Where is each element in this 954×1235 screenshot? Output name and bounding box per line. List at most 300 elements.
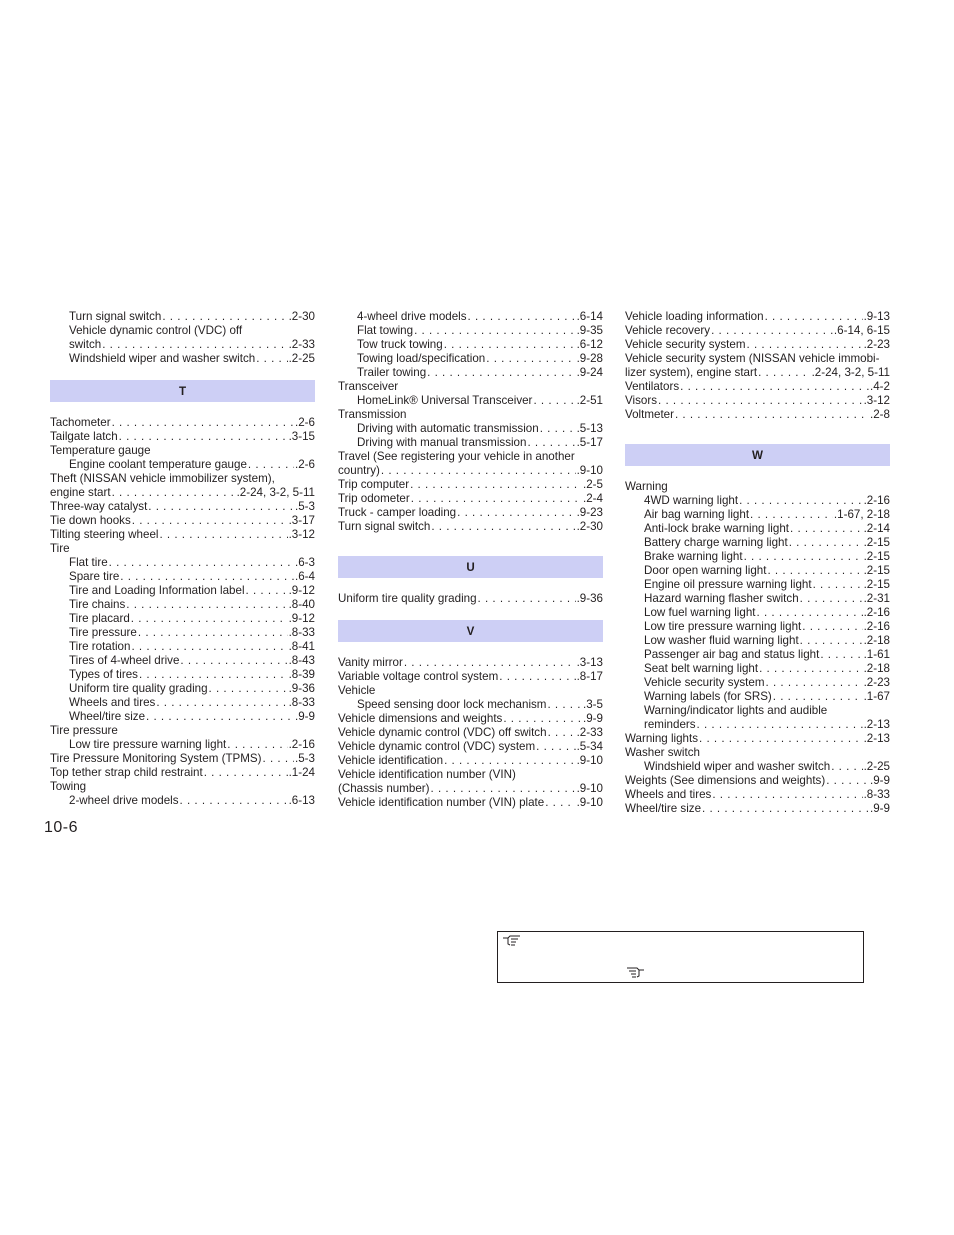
index-entry	[338, 592, 603, 606]
page-number: 10-6	[44, 819, 79, 836]
dot-leader	[800, 592, 863, 606]
dot-leader	[112, 486, 236, 500]
entry-text: Low fuel warning light	[644, 606, 756, 619]
entry-page-ref: .9-10	[576, 796, 603, 809]
entry-page-ref: .9-10	[576, 464, 603, 477]
entry-page-ref: .6-3	[295, 556, 315, 569]
entry-text: Top tether strap child restraint	[50, 766, 203, 779]
index-entry	[625, 394, 890, 408]
index-entry	[338, 796, 603, 810]
entry-page-ref: .2-13	[863, 718, 890, 731]
entry-text: Vehicle identification number (VIN)	[338, 768, 516, 781]
entry-page-ref: .2-23	[863, 338, 890, 351]
dot-leader	[545, 796, 575, 810]
entry-page-ref: .2-24, 3-2, 5-11	[236, 486, 315, 499]
dot-leader	[766, 676, 863, 690]
section-header-t: T	[50, 380, 315, 402]
entry-page-ref: .2-31	[863, 592, 890, 605]
entry-page-ref: .2-24, 3-2, 5-11	[811, 366, 890, 379]
entry-text: Vehicle dynamic control (VDC) off switch	[338, 726, 547, 739]
index-entry	[625, 408, 890, 422]
entry-text: Uniform tire quality grading	[338, 592, 477, 605]
dot-leader	[675, 408, 869, 422]
index-entry	[625, 704, 890, 718]
dot-leader	[503, 712, 582, 726]
dot-leader	[410, 478, 582, 492]
dot-leader	[757, 606, 863, 620]
dot-leader	[131, 612, 288, 626]
index-entry	[625, 802, 890, 816]
entry-text: Engine coolant temperature gauge	[69, 458, 247, 471]
index-entry	[338, 740, 603, 754]
entry-page-ref: .3-5	[583, 698, 603, 711]
entry-text: Brake warning light	[644, 550, 743, 563]
index-entry	[50, 444, 315, 458]
entry-page-ref: .9-9	[295, 710, 315, 723]
dot-leader	[444, 338, 576, 352]
dot-leader	[246, 584, 288, 598]
entry-text: Trip odometer	[338, 492, 410, 505]
index-entry	[625, 690, 890, 704]
index-entry	[50, 626, 315, 640]
index-entry	[625, 310, 890, 324]
entry-page-ref: .2-30	[576, 520, 603, 533]
entry-text: Low tire pressure warning light	[69, 738, 227, 751]
entry-page-ref: .3-15	[288, 430, 315, 443]
entry-page-ref: .2-8	[870, 408, 890, 421]
entry-page-ref: .2-15	[863, 550, 890, 563]
entry-text: lizer system), engine start	[625, 366, 758, 379]
dot-leader	[499, 670, 575, 684]
index-entry	[625, 760, 890, 774]
dot-leader	[404, 656, 576, 670]
entry-page-ref: .9-9	[870, 802, 890, 815]
index-entry	[338, 394, 603, 408]
dot-leader	[765, 310, 863, 324]
index-entry	[338, 670, 603, 684]
index-entry	[50, 514, 315, 528]
index-entry	[625, 620, 890, 634]
entry-text: Wheels and tires	[625, 788, 712, 801]
entry-text: Warning labels (for SRS)	[644, 690, 772, 703]
dot-leader	[102, 338, 287, 352]
entry-text: Towing load/specification	[357, 352, 486, 365]
entry-page-ref: .6-14, 6-15	[833, 324, 890, 337]
entry-text: Travel (See registering your vehicle in another	[338, 450, 575, 463]
index-entry	[338, 310, 603, 324]
entry-text: Weights (See dimensions and weights)	[625, 774, 826, 787]
index-entry	[625, 480, 890, 494]
entry-page-ref: .1-67, 2-18	[833, 508, 890, 521]
entry-page-ref: .2-25	[863, 760, 890, 773]
entry-page-ref: .9-12	[288, 584, 315, 597]
entry-text: Vehicle dimensions and weights	[338, 712, 503, 725]
entry-text: Seat belt warning light	[644, 662, 759, 675]
entry-page-ref: .8-33	[863, 788, 890, 801]
dot-leader	[162, 310, 287, 324]
index-entry	[50, 500, 315, 514]
dot-leader	[227, 738, 287, 752]
index-entry	[50, 724, 315, 738]
entry-text: Tire	[50, 542, 70, 555]
dot-leader	[431, 782, 576, 796]
entry-text: Battery charge warning light	[644, 536, 788, 549]
entry-text: Wheel/tire size	[625, 802, 702, 815]
index-entry	[338, 338, 603, 352]
dot-leader	[112, 416, 294, 430]
entry-page-ref: .5-3	[295, 752, 315, 765]
dot-leader	[159, 528, 287, 542]
entry-page-ref: .2-18	[863, 634, 890, 647]
entry-page-ref: .1-24	[288, 766, 315, 779]
dot-leader	[431, 520, 575, 534]
dot-leader	[747, 338, 863, 352]
entry-page-ref: .9-13	[863, 310, 890, 323]
entry-text: Vehicle dynamic control (VDC) system	[338, 740, 536, 753]
index-entry	[50, 310, 315, 324]
entry-text: Air bag warning light	[644, 508, 750, 521]
index-entry	[50, 696, 315, 710]
dot-leader	[256, 352, 287, 366]
index-entry	[625, 508, 890, 522]
entry-text: Door open warning light	[644, 564, 767, 577]
section-header-v: V	[338, 620, 603, 642]
entry-text: country)	[338, 464, 380, 477]
dot-leader	[750, 508, 833, 522]
dot-leader	[548, 726, 576, 740]
index-entry	[338, 422, 603, 436]
index-entry	[50, 472, 315, 486]
entry-text: Types of tires	[69, 668, 138, 681]
dot-leader	[109, 556, 294, 570]
index-entry	[50, 486, 315, 500]
entry-text: Tire rotation	[69, 640, 131, 653]
entry-page-ref: .9-36	[576, 592, 603, 605]
dot-leader	[132, 514, 288, 528]
entry-text: Flat towing	[357, 324, 414, 337]
entry-page-ref: .2-16	[288, 738, 315, 751]
index-entry	[338, 324, 603, 338]
index-entry	[625, 380, 890, 394]
index-entry	[338, 768, 603, 782]
dot-leader	[802, 620, 862, 634]
entry-text: Warning	[625, 480, 668, 493]
dot-leader	[773, 690, 863, 704]
entry-page-ref: .2-33	[576, 726, 603, 739]
entry-text: HomeLink® Universal Transceiver	[357, 394, 533, 407]
index-entry	[625, 648, 890, 662]
dot-leader	[739, 494, 862, 508]
entry-text: Tire and Loading Information label	[69, 584, 245, 597]
entry-text: Tie down hooks	[50, 514, 131, 527]
entry-page-ref: .9-9	[583, 712, 603, 725]
entry-text: Tachometer	[50, 416, 111, 429]
index-entry	[50, 780, 315, 794]
entry-text: Tilting steering wheel	[50, 528, 159, 541]
dot-leader	[248, 458, 294, 472]
entry-text: Hazard warning flasher switch	[644, 592, 799, 605]
index-entry	[50, 324, 315, 338]
entry-text: Tire Pressure Monitoring System (TPMS)	[50, 752, 262, 765]
index-entry	[338, 782, 603, 796]
dot-leader	[120, 570, 294, 584]
entry-page-ref: .9-9	[870, 774, 890, 787]
index-entry	[625, 676, 890, 690]
entry-page-ref: .2-16	[863, 606, 890, 619]
index-entry	[338, 408, 603, 422]
entry-page-ref: .2-25	[288, 352, 315, 365]
entry-text: Variable voltage control system	[338, 670, 499, 683]
dot-leader	[831, 760, 862, 774]
entry-page-ref: .6-4	[295, 570, 315, 583]
entry-text: Vehicle identification number (VIN) plate	[338, 796, 545, 809]
entry-text: Temperature gauge	[50, 444, 151, 457]
entry-text: engine start	[50, 486, 111, 499]
entry-text: Theft (NISSAN vehicle immobilizer system),	[50, 472, 275, 485]
dot-leader	[131, 640, 287, 654]
entry-text: (Chassis number)	[338, 782, 430, 795]
entry-text: Driving with manual transmission	[357, 436, 527, 449]
dot-leader	[478, 592, 576, 606]
index-entry	[338, 366, 603, 380]
entry-text: Wheels and tires	[69, 696, 156, 709]
index-entry	[338, 478, 603, 492]
index-entry	[625, 774, 890, 788]
dot-leader	[826, 774, 869, 788]
dot-leader	[820, 648, 862, 662]
entry-text: Anti-lock brake warning light	[644, 522, 789, 535]
entry-page-ref: .9-10	[576, 782, 603, 795]
entry-text: Tire chains	[69, 598, 126, 611]
dot-leader	[209, 682, 288, 696]
index-entry	[50, 416, 315, 430]
entry-text: Warning/indicator lights and audible	[644, 704, 828, 717]
index-entry	[338, 352, 603, 366]
index-entry	[50, 430, 315, 444]
index-entry	[50, 794, 315, 808]
entry-text: reminders	[644, 718, 696, 731]
entry-page-ref: .2-13	[863, 732, 890, 745]
entry-page-ref: .2-15	[863, 578, 890, 591]
entry-text: Speed sensing door lock mechanism	[357, 698, 547, 711]
index-entry	[625, 324, 890, 338]
entry-text: Washer switch	[625, 746, 700, 759]
index-entry	[50, 556, 315, 570]
entry-page-ref: .2-51	[576, 394, 603, 407]
dot-leader	[138, 626, 288, 640]
entry-page-ref: .8-43	[288, 654, 315, 667]
index-entry	[50, 766, 315, 780]
index-entry	[338, 464, 603, 478]
entry-text: Vehicle security system (NISSAN vehicle immobi-	[625, 352, 880, 365]
entry-text: Tire placard	[69, 612, 130, 625]
entry-page-ref: .1-67	[863, 690, 890, 703]
entry-text: Flat tire	[69, 556, 108, 569]
entry-text: Wheel/tire size	[69, 710, 146, 723]
entry-page-ref: .9-10	[576, 754, 603, 767]
entry-text: Tailgate latch	[50, 430, 118, 443]
dot-leader	[126, 598, 287, 612]
index-entry	[50, 752, 315, 766]
dot-leader	[444, 754, 576, 768]
entry-text: Vehicle security system	[625, 338, 746, 351]
entry-page-ref: .3-17	[288, 514, 315, 527]
index-entry	[625, 634, 890, 648]
entry-text: Visors	[625, 394, 658, 407]
index-entry	[50, 458, 315, 472]
entry-text: Transmission	[338, 408, 407, 421]
entry-page-ref: .2-6	[295, 458, 315, 471]
dot-leader	[758, 366, 810, 380]
dot-leader	[712, 788, 862, 802]
entry-page-ref: .2-16	[863, 620, 890, 633]
entry-page-ref: .8-39	[288, 668, 315, 681]
index-entry	[625, 522, 890, 536]
entry-page-ref: .2-23	[863, 676, 890, 689]
entry-text: Turn signal switch	[338, 520, 431, 533]
entry-text: Truck - camper loading	[338, 506, 457, 519]
note-box	[497, 931, 864, 983]
entry-page-ref: .2-15	[863, 536, 890, 549]
index-entry	[50, 598, 315, 612]
section-header-u: U	[338, 556, 603, 578]
entry-text: Vehicle loading information	[625, 310, 764, 323]
pointing-hand-icon	[502, 934, 522, 946]
entry-text: Vanity mirror	[338, 656, 403, 669]
index-entry	[625, 550, 890, 564]
entry-page-ref: .9-36	[288, 682, 315, 695]
index-entry	[625, 592, 890, 606]
entry-page-ref: .9-28	[576, 352, 603, 365]
dot-leader	[699, 732, 863, 746]
entry-page-ref: .8-33	[288, 696, 315, 709]
entry-page-ref: .8-17	[576, 670, 603, 683]
dot-leader	[540, 422, 576, 436]
entry-text: Turn signal switch	[69, 310, 162, 323]
entry-page-ref: .6-14	[576, 310, 603, 323]
dot-leader	[813, 578, 863, 592]
index-entry	[50, 710, 315, 724]
dot-leader	[486, 352, 575, 366]
entry-text: Low tire pressure warning light	[644, 620, 802, 633]
entry-text: Windshield wiper and washer switch	[644, 760, 831, 773]
index-entry	[50, 654, 315, 668]
entry-text: Driving with automatic transmission	[357, 422, 539, 435]
entry-text: Vehicle identification	[338, 754, 444, 767]
dot-leader	[658, 394, 863, 408]
entry-page-ref: .2-15	[863, 564, 890, 577]
index-entry	[625, 718, 890, 732]
entry-page-ref: .2-30	[288, 310, 315, 323]
index-entry	[50, 338, 315, 352]
index-entry	[338, 684, 603, 698]
entry-page-ref: .8-41	[288, 640, 315, 653]
entry-page-ref: .2-5	[583, 478, 603, 491]
entry-page-ref: .5-17	[576, 436, 603, 449]
index-entry	[50, 668, 315, 682]
dot-leader	[411, 492, 582, 506]
index-entry	[50, 570, 315, 584]
dot-leader	[427, 366, 575, 380]
index-entry	[625, 338, 890, 352]
dot-leader	[156, 696, 287, 710]
entry-page-ref: .6-13	[288, 794, 315, 807]
entry-page-ref: .9-24	[576, 366, 603, 379]
entry-text: Uniform tire quality grading	[69, 682, 208, 695]
index-entry	[50, 528, 315, 542]
index-entry	[625, 536, 890, 550]
entry-text: 4WD warning light	[644, 494, 739, 507]
entry-text: Vehicle recovery	[625, 324, 711, 337]
index-entry	[338, 712, 603, 726]
dot-leader	[789, 536, 863, 550]
dot-leader	[790, 522, 863, 536]
entry-text: Passenger air bag and status light	[644, 648, 820, 661]
entry-text: Voltmeter	[625, 408, 674, 421]
entry-page-ref: .2-4	[583, 492, 603, 505]
entry-page-ref: .2-6	[295, 416, 315, 429]
index-entry	[625, 788, 890, 802]
entry-text: 2-wheel drive models	[69, 794, 179, 807]
dot-leader	[414, 324, 576, 338]
dot-leader	[711, 324, 833, 338]
dot-leader	[527, 436, 575, 450]
dot-leader	[180, 654, 287, 668]
index-entry	[50, 640, 315, 654]
index-entry	[625, 578, 890, 592]
section-header-w: W	[625, 444, 890, 466]
entry-page-ref: .8-40	[288, 598, 315, 611]
index-entry	[625, 494, 890, 508]
entry-text: Tire pressure	[50, 724, 118, 737]
dot-leader	[139, 668, 288, 682]
index-entry	[625, 564, 890, 578]
entry-page-ref: .3-12	[863, 394, 890, 407]
index-column-2	[338, 310, 603, 810]
index-entry	[625, 662, 890, 676]
entry-text: switch	[69, 338, 102, 351]
entry-text: Tires of 4-wheel drive	[69, 654, 180, 667]
dot-leader	[263, 752, 294, 766]
dot-leader	[533, 394, 575, 408]
entry-text: Windshield wiper and washer switch	[69, 352, 256, 365]
index-entry	[50, 584, 315, 598]
entry-page-ref: .4-2	[870, 380, 890, 393]
entry-text: Ventilators	[625, 380, 680, 393]
index-entry	[338, 380, 603, 394]
entry-page-ref: .9-35	[576, 324, 603, 337]
dot-leader	[180, 794, 288, 808]
entry-text: Trailer towing	[357, 366, 427, 379]
entry-page-ref: .5-34	[576, 740, 603, 753]
entry-text: Vehicle	[338, 684, 376, 697]
entry-text: Vehicle security system	[644, 676, 765, 689]
entry-page-ref: .8-33	[288, 626, 315, 639]
dot-leader	[744, 550, 863, 564]
index-entry	[625, 746, 890, 760]
index-entry	[338, 436, 603, 450]
dot-leader	[547, 698, 582, 712]
entry-page-ref: .6-12	[576, 338, 603, 351]
entry-page-ref: .1-61	[863, 648, 890, 661]
dot-leader	[697, 718, 863, 732]
index-entry	[338, 450, 603, 464]
entry-text: Towing	[50, 780, 87, 793]
entry-text: Tire pressure	[69, 626, 137, 639]
index-entry	[50, 612, 315, 626]
dot-leader	[468, 310, 576, 324]
entry-text: 4-wheel drive models	[357, 310, 467, 323]
